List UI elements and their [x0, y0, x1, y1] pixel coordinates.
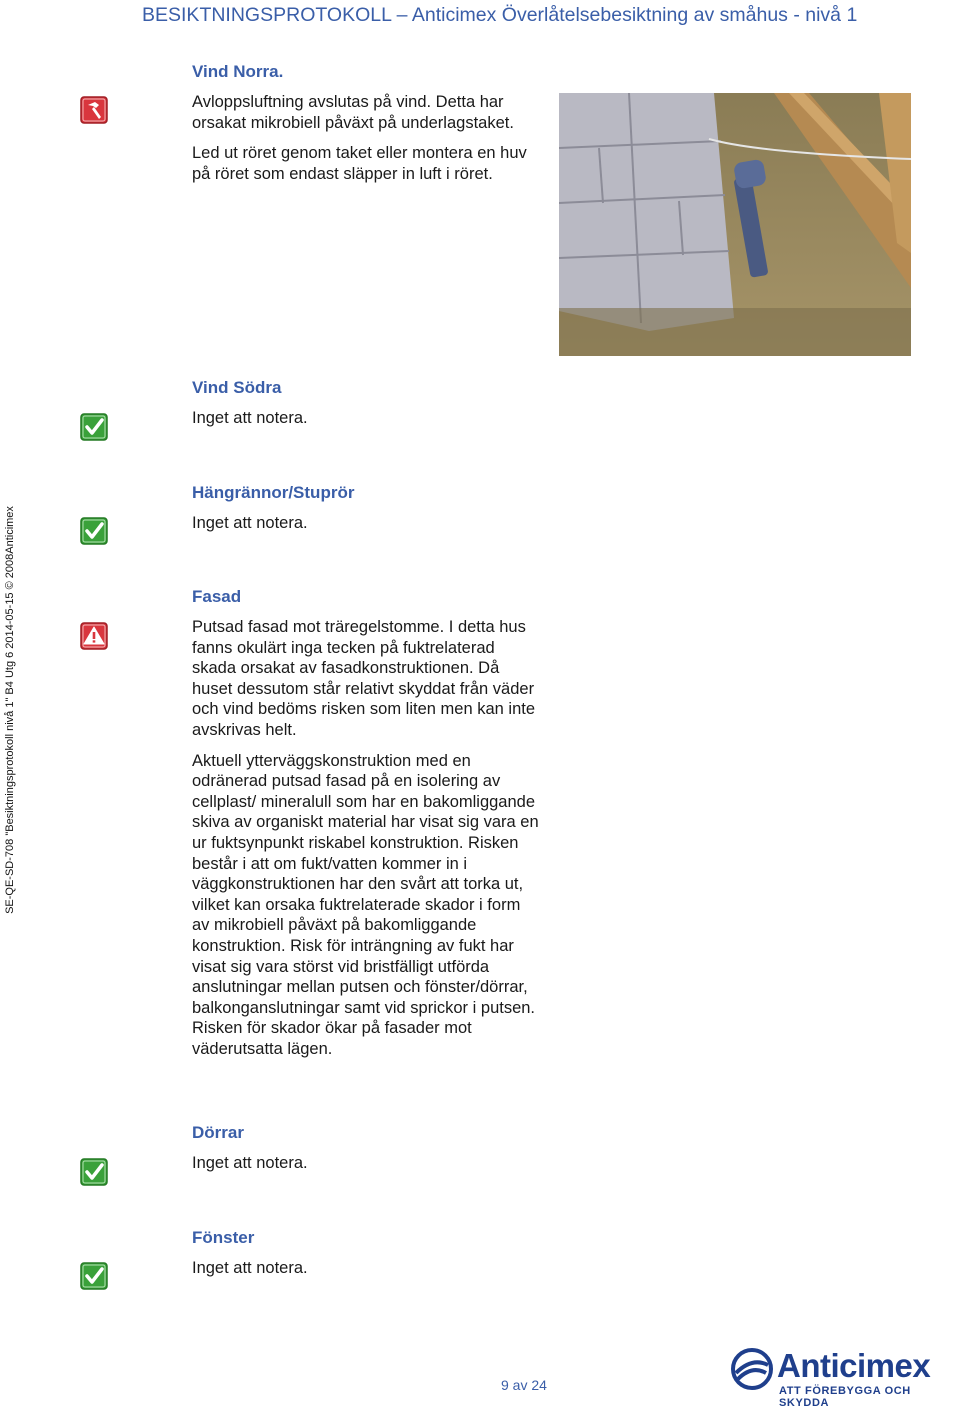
page-number: 9 av 24 — [501, 1377, 547, 1393]
check-icon — [80, 1158, 108, 1186]
section-paragraph: Inget att notera. — [192, 409, 308, 427]
section-fonster — [192, 1228, 542, 1289]
document-reference-text: SE-QE-SD-708 "Besiktningsprotokoll nivå 1" B4 Utg 6 2014-05-15 © 2008Anticimex — [4, 506, 16, 914]
section-vind-norra — [192, 62, 542, 194]
section-dorrar — [192, 1123, 542, 1184]
section-heading: Hängrännor/Stuprör — [192, 483, 355, 502]
section-paragraph: Putsad fasad mot träregelstomme. I detta hus fanns okulärt inga tecken på fuktrelaterad skada orsakat av fasadkonstruktionen. Då huset dessutom står relativt skyddat från väder och vind bedöms risken som liten men kan inte avskrivas helt. — [192, 618, 536, 739]
logo-tagline: ATT FÖREBYGGA OCH SKYDDA — [779, 1385, 911, 1409]
section-vind-sodra — [192, 378, 542, 439]
section-hangrannor-stupror — [192, 483, 542, 544]
section-heading: Fasad — [192, 587, 242, 606]
section-paragraph: Avloppsluftning avslutas på vind. Detta har orsakat mikrobiell påväxt på underlagstaket. — [192, 93, 514, 132]
section-fasad — [192, 587, 542, 1069]
warning-icon — [80, 622, 108, 650]
hammer-icon — [80, 96, 108, 124]
logo-swirl-icon — [730, 1347, 774, 1391]
anticimex-logo — [730, 1345, 955, 1409]
page-header: BESIKTNINGSPROTOKOLL – Anticimex Överlåtelsebesiktning av småhus - nivå 1 — [142, 4, 858, 26]
section-heading: Fönster — [192, 1228, 255, 1247]
section-heading: Vind Norra. — [192, 62, 284, 81]
check-icon — [80, 413, 108, 441]
section-paragraph: Aktuell ytterväggskonstruktion med en odränerad putsad fasad på en isolering av cellplast/ mineralull som har en bakomliggande skiva av organiskt material har visat sig vara en ur fuktsynpunkt riskabel konstruktion. Risken består i att om fukt/vatten kommer in i väggkonstruktionen har den svårt att torka ut, vilket kan orsaka fuktrelaterade skador i form av mikrobiell påväxt på bakomliggande konstruktion. Risk för inträngning av fukt har visat sig vara störst vid bristfälligt utförda anslutningar mellan putsen och fönster/dörrar, balkonganslutningar samt vid sprickor i putsen. Risken för skador ökar på fasader mot väderutsatta lägen. — [192, 751, 539, 1058]
section-heading: Dörrar — [192, 1123, 244, 1142]
section-heading: Vind Södra — [192, 378, 282, 397]
section-paragraph: Inget att notera. — [192, 1154, 308, 1172]
section-paragraph: Led ut röret genom taket eller montera en huv på röret som endast släpper in luft i röret. — [192, 144, 527, 183]
section-paragraph: Inget att notera. — [192, 1259, 308, 1277]
logo-name: Anticimex — [777, 1347, 931, 1384]
attic-vent-pipe-photo — [559, 93, 911, 356]
check-icon — [80, 1262, 108, 1290]
check-icon — [80, 517, 108, 545]
section-paragraph: Inget att notera. — [192, 514, 308, 532]
